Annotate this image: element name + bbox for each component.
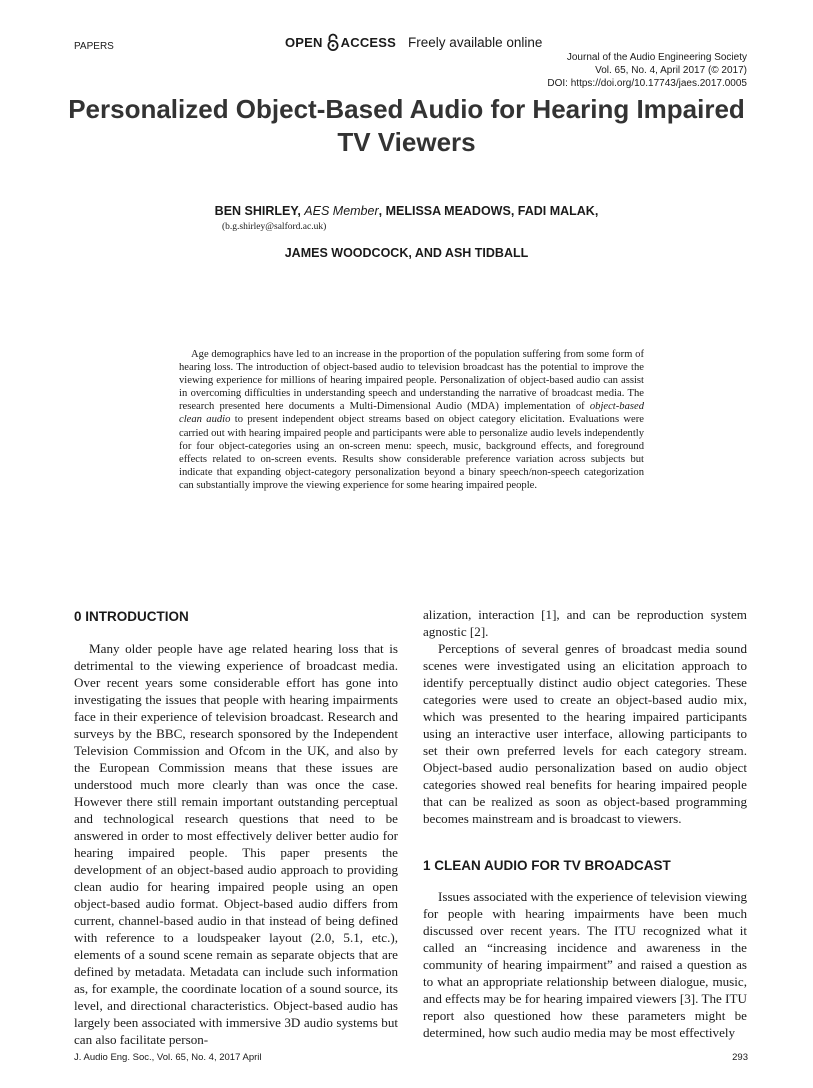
section-heading-clean-audio: 1 CLEAN AUDIO FOR TV BROADCAST <box>423 858 671 873</box>
intro-paragraph-2: Perceptions of several genres of broadcast media sound scenes were investigated using an elicitation approach to identify perceptually distinct audio object categories. These categories were used to create an object-based audio mix, which was presented to the hearing impaired participants using an interactive user interface, allowing participants to set their own preferred levels for each category stream. Object-based audio personalization based on audio object categories showed real benefits for hearing impaired people that can be realized as soon as object-based programming becomes mainstream and is broadcast to viewers. <box>423 641 747 826</box>
author-membership: AES Member <box>304 204 379 218</box>
open-access-banner <box>285 33 542 51</box>
authors-line-1 <box>0 204 813 218</box>
left-column <box>74 640 398 1048</box>
intro-paragraph-1-continued: alization, interaction [1], and can be reproduction system agnostic [2]. <box>423 607 747 639</box>
abstract-text-2: to present independent object streams based on object category elicitation. Evaluations were carried out with hearing impaired people and participants were able to personalize audio levels independently for four object-categories using an on-screen menu: speech, music, background effects, and foreground effects related to on-screen events. Results show considerable preference variation across subjects but indicate that expanding object-category personalization beyond a binary speech/non-speech categorization can substantially improve the viewing experience for some hearing impaired people. <box>179 414 644 491</box>
journal-volume: Vol. 65, No. 4, April 2017 (© 2017) <box>595 65 747 76</box>
abstract <box>179 348 644 492</box>
journal-info <box>547 51 747 90</box>
paper-title: Personalized Object-Based Audio for Hearing Impaired TV Viewers <box>68 94 745 157</box>
authors-line-2: JAMES WOODCOCK, AND ASH TIDBALL <box>284 246 529 260</box>
intro-paragraph-1: Many older people have age related hearing loss that is detrimental to the viewing experience of broadcast media. Over recent years some considerable effort has gone into investigating the issues that people with hearing impairments face in their experience of television broadcast. Research and surveys by the BBC, research sponsored by the Independent Television Commission and Ofcom in the UK, and also by the European Commission means that these issues are understood much more clearly than was once the case. However there still remain important outstanding perceptual and technological research questions that need to be answered in order to most effectively deliver better audio for hearing impaired people. This paper presents the development of an object-based audio approach to providing clean audio for hearing impaired people using an open object-based audio format. Object-based audio differs from current, channel-based audio in that instead of being defined with reference to a loudspeaker layout (2.0, 5.1, etc.), elements of a sound scene remain as separate objects that are defined by metadata. Metadata can include such information as, for example, the coordinate location of a sound source, its level, and directional characteristics. Object-based audio has largely been associated with immersive 3D audio systems but can also facilitate person- <box>74 641 398 1047</box>
authors-rest: , MELISSA MEADOWS, FADI MALAK, <box>378 204 599 218</box>
footer-citation: J. Audio Eng. Soc., Vol. 65, No. 4, 2017 April <box>74 1052 262 1063</box>
section-heading-intro: 0 INTRODUCTION <box>74 609 189 624</box>
abstract-emphasis: object-based clean audio <box>179 401 644 426</box>
page-number: 293 <box>732 1052 748 1063</box>
abstract-text-1: Age demographics have led to an increase in the proportion of the population suffering from some form of hearing loss. The introduction of object-based audio to television broadcast has the potential to improve the viewing experience for millions of hearing impaired people. Personalization of object-based audio can assist in overcoming difficulties in understanding speech and understanding the narrative of broadcast media. The research presented here documents a Multi-Dimensional Audio (MDA) implementation of <box>179 349 644 413</box>
right-column-bottom <box>423 888 747 1041</box>
open-access-tagline: Freely available online <box>408 34 543 50</box>
author-email[interactable]: (b.g.shirley@salford.ac.uk) <box>222 222 327 232</box>
open-lock-icon <box>326 33 340 51</box>
journal-name: Journal of the Audio Engineering Society <box>566 52 747 63</box>
author-first: BEN SHIRLEY, <box>214 204 301 218</box>
right-column-top <box>423 606 747 827</box>
open-access-left: OPEN <box>285 34 323 50</box>
section-tag: PAPERS <box>74 41 114 52</box>
open-access-right: ACCESS <box>340 34 397 50</box>
clean-audio-paragraph-1: Issues associated with the experience of television viewing for people with hearing impairments have been much discussed over recent years. The ITU recognized what it called an “increasing incidence and awareness in the community of hearing impairment” and raised a question as to what an appropriate relationship between dialogue, music, and effects may be for hearing impaired viewers [3]. The ITU report also questioned how these parameters might be determined, how such audio media may be most effectively <box>423 889 747 1040</box>
journal-doi[interactable]: DOI: https://doi.org/10.17743/jaes.2017.0005 <box>547 78 747 89</box>
